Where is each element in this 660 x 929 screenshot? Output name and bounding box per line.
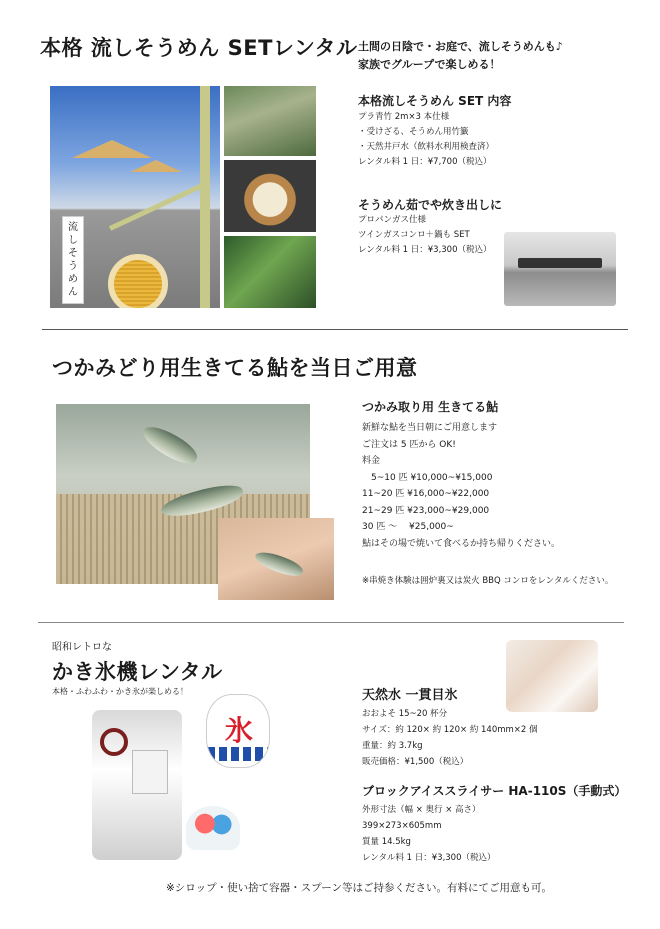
tagline-line-1: 土間の日陰で・お庭で、流しそうめんも♪ (358, 40, 563, 53)
vegetables-photo (224, 236, 316, 308)
shaved-ice-machine-image (92, 710, 182, 860)
ayu-line: 料金 (362, 456, 381, 466)
flag-char: そ (68, 248, 78, 259)
ayu-heading: つかみ取り用 生きてる鮎 (362, 400, 499, 414)
section1-title: 本格 流しそうめん SETレンタル (40, 36, 358, 60)
slicer-line: 質量 14.5kg (362, 837, 411, 847)
kori-lantern-image (206, 694, 270, 768)
bamboo-photo (224, 86, 316, 156)
kakigori-cups-image (186, 806, 240, 850)
section-divider (38, 622, 624, 623)
ayu-line: ご注文は 5 匹から OK! (362, 439, 456, 450)
ayu-details (362, 420, 560, 552)
ayu-price-line: 11~20 匹 ¥16,000~¥22,000 (362, 489, 490, 499)
section1-tagline (358, 38, 563, 74)
ice-block-image (506, 640, 598, 712)
flag-banner (62, 216, 84, 304)
stove-details (358, 213, 492, 258)
hands-ayu-photo (218, 518, 334, 600)
section3-title: かき氷機レンタル (52, 660, 223, 684)
section-divider (42, 329, 628, 330)
slicer-heading: ブロックアイススライサー HA-110S（手動式） (362, 784, 627, 798)
footer-note: ※シロップ・使い捨て容器・スプーン等はご持参ください。有料にてご用意も可。 (166, 882, 553, 894)
stove-line: プロパンガス仕様 (358, 215, 427, 225)
ice-line: サイズ：約 120× 約 120× 約 140mm×2 個 (362, 725, 538, 735)
flag-char: し (68, 235, 78, 246)
flag-char: 流 (68, 222, 78, 233)
ice-line: 販売価格：¥1,500（税込） (362, 757, 469, 767)
ice-details (362, 706, 538, 770)
stove-heading: そうめん茹でや炊き出しに (358, 198, 503, 212)
ice-line: おおよそ 15~20 杯分 (362, 709, 448, 719)
ayu-line: 鮎はその場で焼いて食べるか持ち帰りください。 (362, 538, 561, 549)
sieve-image (108, 254, 168, 308)
gas-stove-image (504, 232, 616, 306)
section3-subtitle: 本格・ふわふわ・かき氷が楽しめる！ (52, 687, 188, 696)
slicer-line: 399×273×605mm (362, 821, 442, 831)
set-details (358, 110, 494, 170)
ice-heading: 天然水 一貫目氷 (362, 688, 458, 703)
flag-char: う (68, 261, 78, 272)
tagline-line-2: 家族でグループで楽しめる！ (358, 58, 501, 71)
ayu-price-line: 21~29 匹 ¥23,000~¥29,000 (362, 505, 490, 516)
somen-photo (224, 160, 316, 232)
set-heading: 本格流しそうめん SET 内容 (358, 94, 512, 108)
slicer-details (362, 802, 496, 866)
set-line: ・天然井戸水（飲料水利用検査済） (358, 142, 495, 152)
slicer-line: 外形寸法（幅 × 奥行 × 高さ） (362, 805, 481, 815)
ayu-line: 新鮮な鮎を当日朝にご用意します (362, 423, 498, 433)
slicer-line: レンタル料 1 日：¥3,300（税込） (362, 853, 496, 863)
flag-char: め (68, 274, 78, 285)
lantern-kanji: 氷 (224, 714, 253, 747)
section2-title: つかみどり用生きてる鮎を当日ご用意 (52, 356, 418, 380)
ayu-price-line: 5~10 匹 ¥10,000~¥15,000 (362, 472, 493, 483)
set-line: レンタル料 1 日：¥7,700（税込） (358, 157, 492, 167)
section3-eyebrow: 昭和レトロな (52, 642, 112, 653)
set-line: ・受けざる、そうめん用竹籤 (358, 127, 469, 137)
ayu-note: ※串焼き体験は囲炉裏又は炭火 BBQ コンロをレンタルください。 (362, 576, 614, 586)
ice-line: 重量：約 3.7kg (362, 741, 423, 751)
set-line: プラ青竹 2m×3 本仕様 (358, 112, 450, 122)
ayu-price-line: 30 匹 ～ ¥25,000~ (362, 522, 454, 532)
patio-photo (50, 86, 220, 308)
flag-char: ん (68, 287, 78, 298)
stove-line: レンタル料 1 日：¥3,300（税込） (358, 245, 492, 255)
stove-line: ツインガスコンロ＋鍋も SET (358, 230, 470, 240)
